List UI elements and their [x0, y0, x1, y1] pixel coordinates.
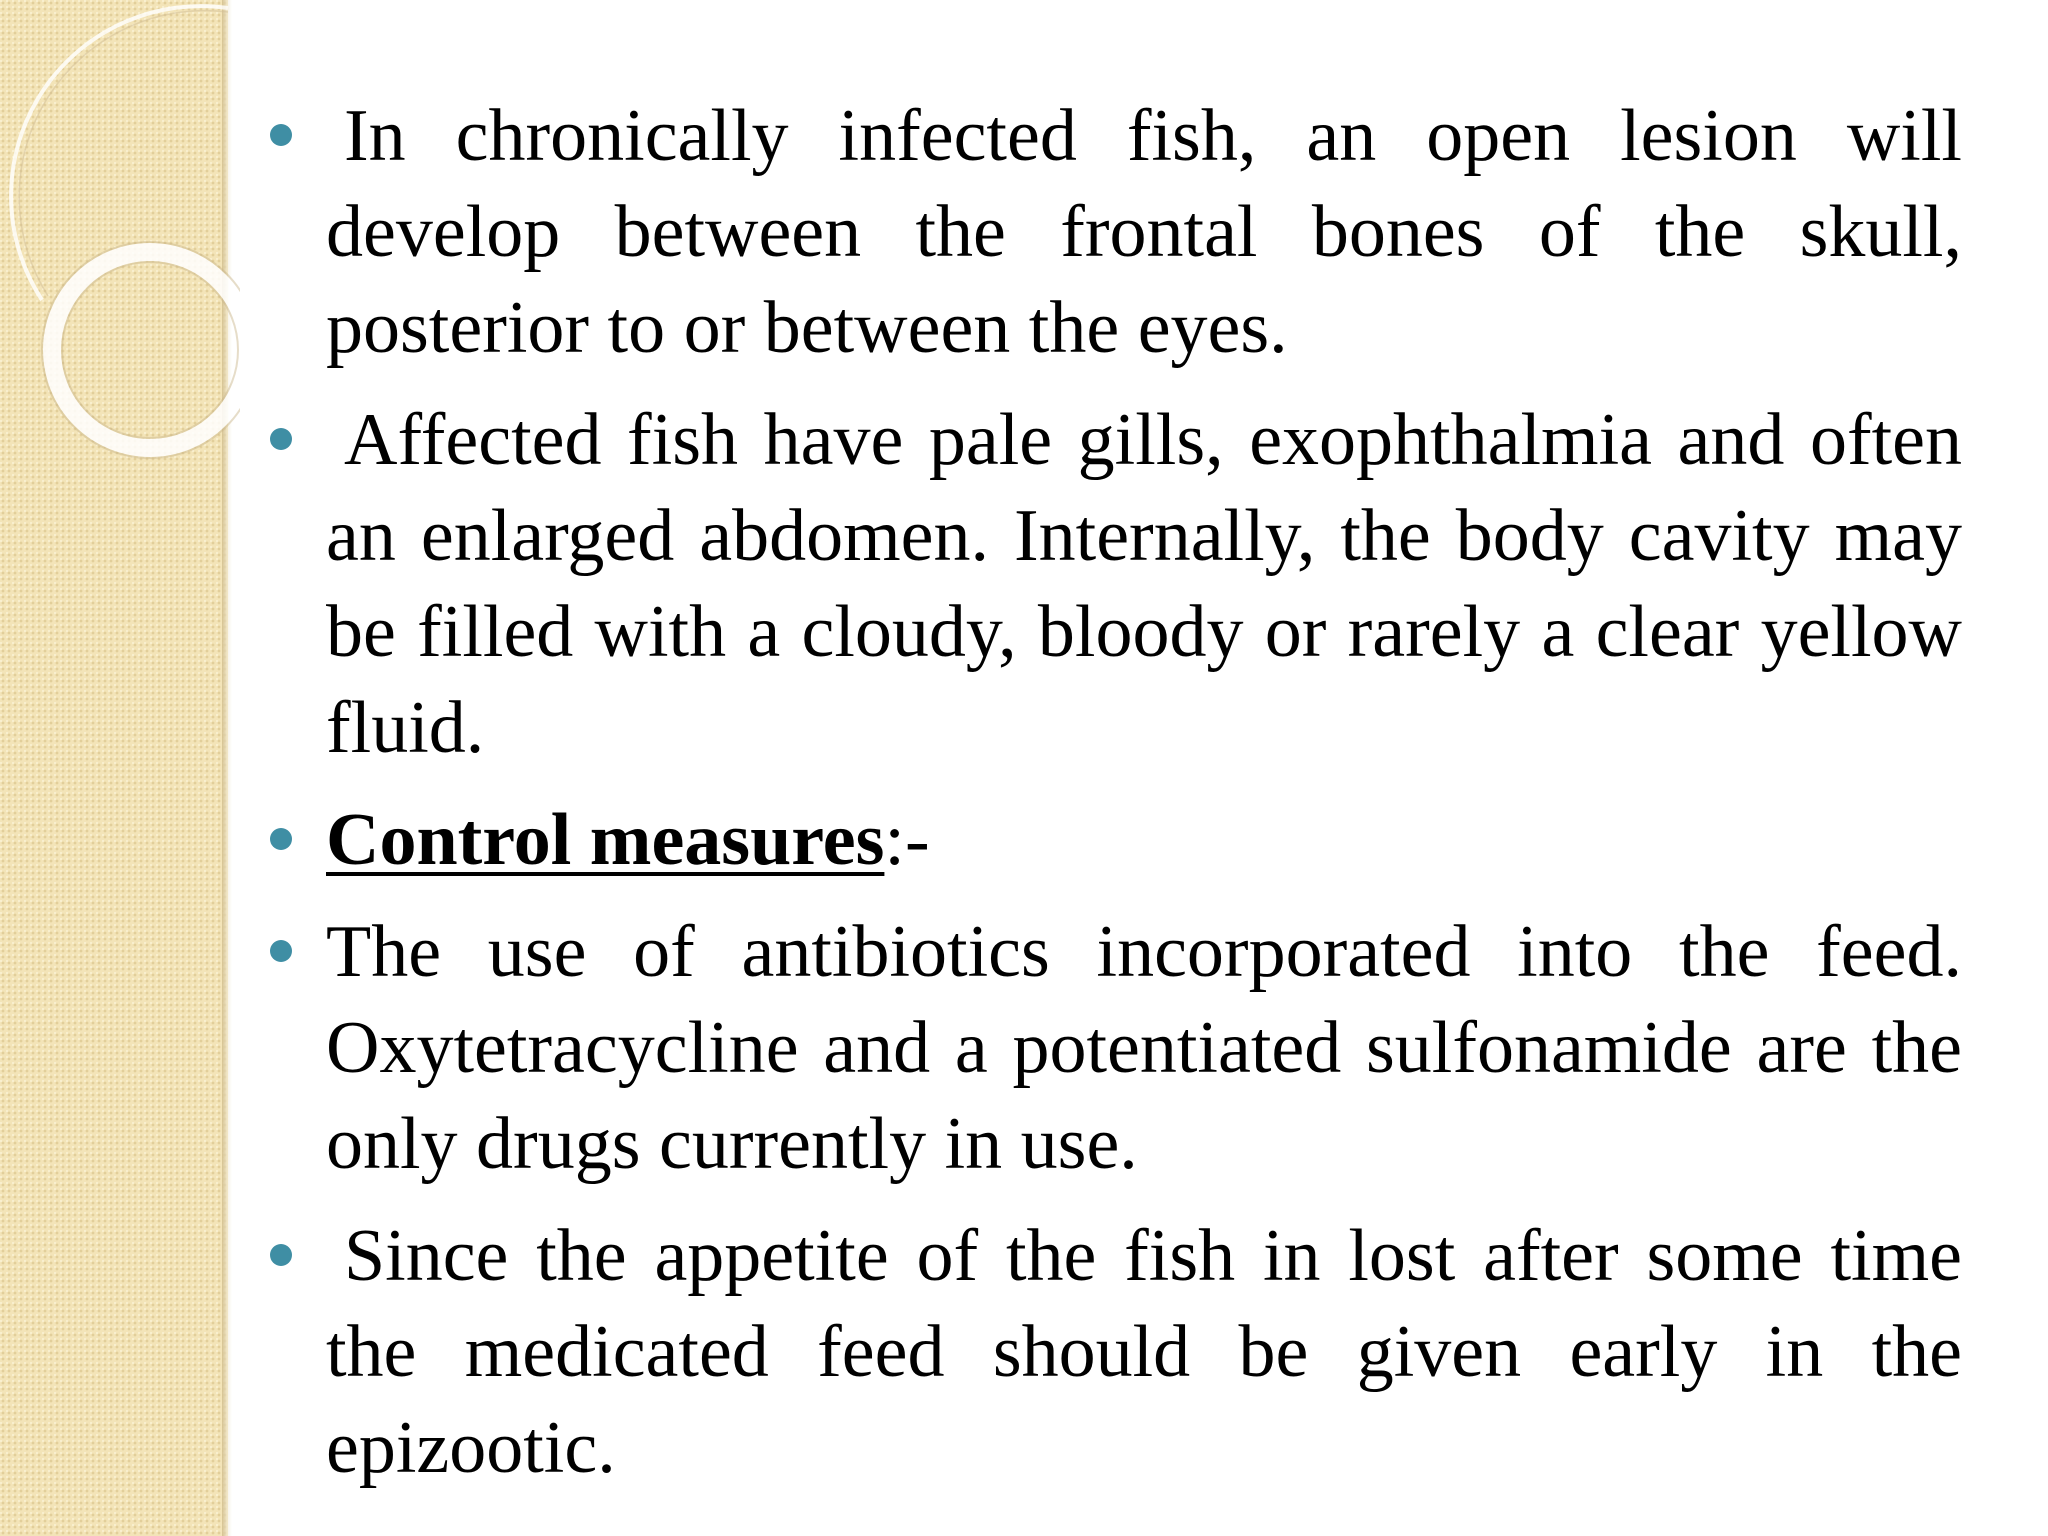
bullet-item: [262, 88, 1962, 376]
bullet-item: [262, 904, 1962, 1192]
slide-body: [262, 88, 1962, 1512]
bullet-item-heading: [262, 792, 1962, 888]
bullet-text: The use of antibiotics incorporated into the feed. Oxytetracycline and a potentiated sulfonamide are the only drugs currently in use.: [326, 911, 1962, 1185]
bullet-text: In chronically infected fish, an open lesion will develop between the frontal bones of the skull, posterior to or between the eyes.: [326, 95, 1962, 369]
bullet-text: Affected fish have pale gills, exophthalmia and often an enlarged abdomen. Internally, the body cavity may be filled with a cloudy, bloody or rarely a clear yellow fluid.: [326, 399, 1962, 769]
bullet-item: [262, 392, 1962, 776]
bullet-dot-icon: [270, 940, 292, 962]
bullet-list: [262, 88, 1962, 1496]
bullet-item: [262, 1208, 1962, 1496]
bullet-dot-icon: [270, 828, 292, 850]
decorative-rings: [0, 0, 240, 560]
heading-suffix: :-: [884, 799, 930, 881]
bullet-dot-icon: [270, 124, 292, 146]
bullet-dot-icon: [270, 1244, 292, 1266]
bullet-dot-icon: [270, 428, 292, 450]
bullet-text: Since the appetite of the fish in lost after some time the medicated feed should be given early in the epizootic.: [326, 1215, 1962, 1489]
control-measures-heading: Control measures: [326, 799, 885, 881]
